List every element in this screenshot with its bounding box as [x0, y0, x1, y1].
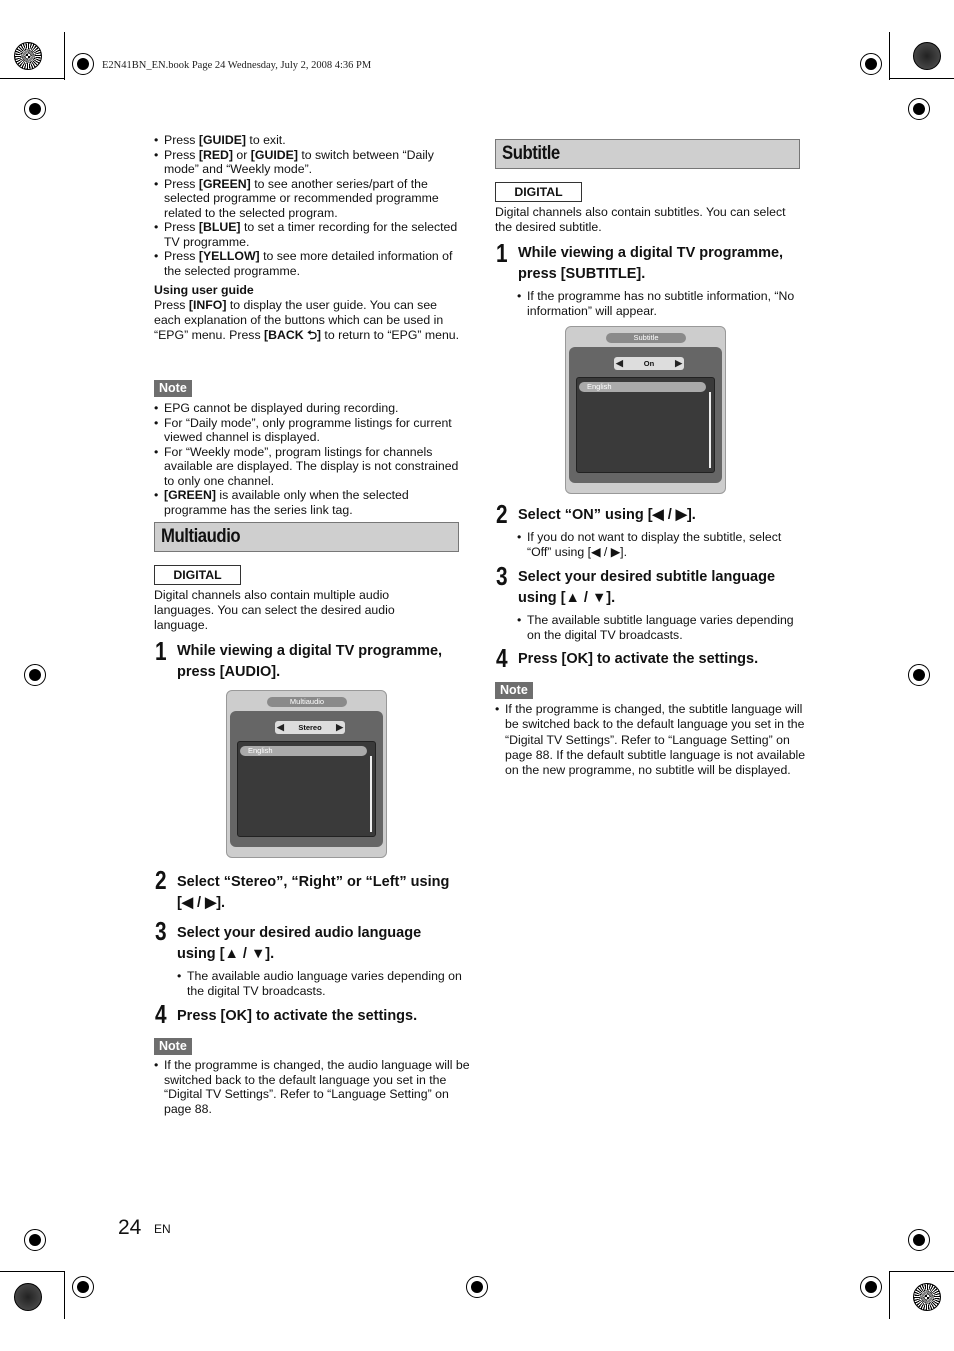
scrollbar[interactable] — [709, 392, 711, 468]
right-arrow-icon: ▶ — [675, 358, 682, 368]
crosshair-icon — [72, 53, 94, 75]
language-code: EN — [154, 1222, 171, 1236]
list-item: • If the programme has no subtitle information, “No information” will appear. — [517, 289, 809, 318]
screen-tab: Multiaudio — [267, 697, 347, 707]
list-item: • If you do not want to display the subtitle, select “Off” using [◀ / ▶]. — [517, 530, 809, 559]
list-item: • Press [YELLOW] to see more detailed information of the selected programme. — [154, 249, 460, 278]
crop-mark — [889, 1271, 954, 1272]
crosshair-icon — [24, 1229, 46, 1251]
crosshair-icon — [24, 664, 46, 686]
step-number: 2 — [496, 499, 508, 529]
step-number: 4 — [155, 999, 167, 1029]
step-number: 4 — [496, 643, 508, 673]
step-number: 1 — [155, 636, 167, 666]
step-text: Press [OK] to activate the settings. — [177, 1008, 418, 1024]
step-number: 2 — [155, 865, 167, 895]
note-badge: Note — [495, 682, 533, 699]
crop-mark — [64, 32, 65, 80]
screen-panel — [569, 347, 722, 483]
section-header-subtitle: Subtitle — [495, 139, 800, 169]
registration-disc-icon — [14, 1283, 42, 1311]
note-list — [154, 401, 460, 517]
language-list — [576, 377, 715, 473]
crosshair-icon — [860, 1276, 882, 1298]
list-item: • EPG cannot be displayed during recording. — [154, 401, 460, 416]
crop-mark — [0, 78, 64, 79]
list-item: • [GREEN] is available only when the selected programme has the series link tag. — [154, 488, 460, 517]
crop-mark — [889, 32, 890, 80]
multiaudio-screen — [226, 690, 387, 858]
page-number: 24 — [118, 1216, 142, 1239]
subtitle-mode-selector[interactable]: ◀ On ▶ — [616, 358, 682, 368]
crosshair-icon — [860, 53, 882, 75]
list-item: • The available audio language varies depending on the digital TV broadcasts. — [177, 969, 469, 998]
language-list — [237, 741, 376, 837]
step-number: 3 — [155, 916, 167, 946]
list-item: • If the programme is changed, the audio language will be switched back to the default language you set in the “Digital TV Settings”. Refer to “Language Setting” on page 88. — [154, 1058, 470, 1116]
multiaudio-intro: Digital channels also contain multiple audio languages. You can select the desired audio language. — [154, 588, 395, 632]
registration-target-icon — [14, 42, 42, 70]
list-item[interactable]: English — [579, 382, 706, 392]
subtitle-intro: Digital channels also contain subtitles. You can select the desired subtitle. — [495, 205, 786, 234]
note-badge: Note — [154, 380, 192, 397]
guide-bullet-list — [154, 133, 460, 278]
registration-disc-icon — [913, 42, 941, 70]
note-badge: Note — [154, 1038, 192, 1055]
step-number: 1 — [496, 238, 508, 268]
list-item: • The available subtitle language varies depending on the digital TV broadcasts. — [517, 613, 809, 642]
crop-mark — [64, 1271, 65, 1319]
crosshair-icon — [908, 1229, 930, 1251]
crosshair-icon — [466, 1276, 488, 1298]
list-item[interactable]: English — [240, 746, 367, 756]
crosshair-icon — [908, 98, 930, 120]
crosshair-icon — [908, 664, 930, 686]
screen-tab: Subtitle — [606, 333, 686, 343]
step-number: 3 — [496, 561, 508, 591]
step-text: Press [OK] to activate the settings. — [518, 651, 759, 667]
step-text: While viewing a digital TV programme, press [SUBTITLE]. — [518, 245, 784, 282]
registration-target-icon — [913, 1283, 941, 1311]
user-guide-text: Press [INFO] to display the user guide. You can see each explanation of the buttons which can be used in “EPG” menu. Press [BACK ⮌] to return to “EPG” menu. — [154, 298, 460, 342]
digital-badge: DIGITAL — [495, 182, 582, 202]
right-arrow-icon: ▶ — [336, 722, 343, 732]
print-header: E2N41BN_EN.book Page 24 Wednesday, July 2, 2008 4:36 PM — [102, 60, 372, 71]
step-text: Select “ON” using [◀ / ▶]. — [518, 507, 696, 523]
screen-panel — [230, 711, 383, 847]
left-arrow-icon: ◀ — [277, 722, 284, 732]
list-item: • Press [GREEN] to see another series/part of the selected programme or recommended programme related to the selected program. — [154, 177, 460, 221]
crosshair-icon — [24, 98, 46, 120]
audio-mode-selector[interactable]: ◀ Stereo ▶ — [277, 722, 343, 732]
list-item: • Press [RED] or [GUIDE] to switch between “Daily mode” and “Weekly mode”. — [154, 148, 460, 177]
user-guide-heading: Using user guide — [154, 283, 254, 297]
list-item: • For “Weekly mode”, program listings for channels available are displayed. The display is not constrained to only one channel. — [154, 445, 460, 489]
crop-mark — [889, 1271, 890, 1319]
section-header-multiaudio: Multiaudio — [154, 522, 459, 552]
list-item: • If the programme is changed, the subtitle language will be switched back to the default language you set in the “Digital TV Settings”. Refer to “Language Setting” on page 88. If the default subtitle language is not available on the new programme, no subtitle will be displayed. — [495, 702, 810, 778]
step-text: Select “Stereo”, “Right” or “Left” using [◀ / ▶]. — [177, 874, 450, 911]
step-text: While viewing a digital TV programme, press [AUDIO]. — [177, 643, 443, 680]
crop-mark — [0, 1271, 64, 1272]
list-item: • For “Daily mode”, only programme listings for current viewed channel is displayed. — [154, 416, 460, 445]
subtitle-screen — [565, 326, 726, 494]
list-item: • Press [GUIDE] to exit. — [154, 133, 460, 148]
crop-mark — [889, 78, 954, 79]
step-text: Select your desired audio language using [▲ / ▼]. — [177, 925, 422, 962]
list-item: • Press [BLUE] to set a timer recording for the selected TV programme. — [154, 220, 460, 249]
crosshair-icon — [72, 1276, 94, 1298]
left-arrow-icon: ◀ — [616, 358, 623, 368]
scrollbar[interactable] — [370, 756, 372, 832]
step-text: Select your desired subtitle language using [▲ / ▼]. — [518, 569, 776, 606]
digital-badge: DIGITAL — [154, 565, 241, 585]
